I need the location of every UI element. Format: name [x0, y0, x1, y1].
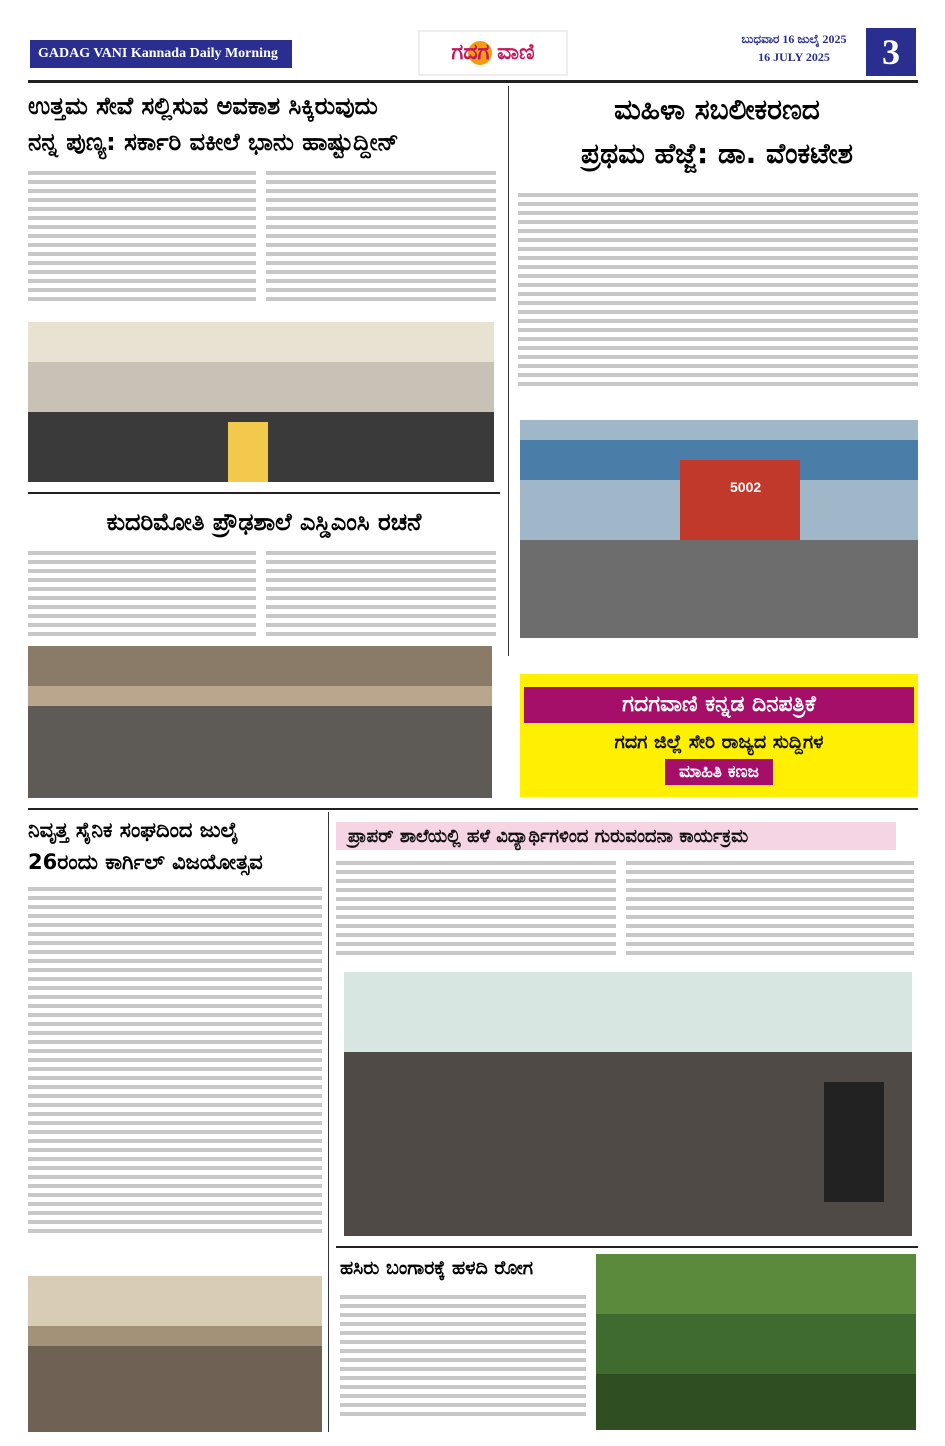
article2-headline: [516, 88, 918, 176]
article1-body-col1: [28, 166, 256, 316]
article6-photo: [596, 1254, 916, 1430]
article2-headline-line2: ಪ್ರಥಮ ಹೆಜ್ಜೆ: ಡಾ. ವೆಂಕಟೇಶ: [580, 137, 854, 170]
school-committee-photo: [28, 646, 492, 798]
promo-line2: ಗದಗ ಜಿಲ್ಲೆ ಸೇರಿ ರಾಜ್ಯದ ಸುದ್ದಿಗಳ: [614, 730, 824, 753]
article5-headline: ಪ್ರಾಪರ್ ಶಾಲೆಯಲ್ಲಿ ಹಳೆ ವಿದ್ಯಾರ್ಥಿಗಳಿಂದ ಗುರುವಂದನಾ ಕಾರ್ಯಕ್ರಮ: [348, 825, 749, 847]
date-english: 16 JULY 2025: [758, 50, 830, 64]
article6-headline: ಹಸಿರು ಬಂಗಾರಕ್ಕೆ ಹಳದಿ ರೋಗ: [340, 1257, 534, 1279]
article2-headline-line1: ಮಹಿಳಾ ಸಬಲೀಕರಣದ: [614, 93, 820, 126]
veterans-meeting-photo: [28, 1276, 322, 1432]
article3-photo: [28, 646, 492, 798]
masthead-logo: [418, 30, 568, 76]
paper-name-bar: [30, 40, 292, 68]
section-rule: [28, 492, 500, 494]
promo-box: [520, 674, 918, 797]
article4-photo: [28, 1276, 322, 1432]
crop-field-photo: [596, 1254, 916, 1430]
column-divider-lower: [328, 812, 329, 1432]
article4-body: [28, 882, 322, 1268]
promo-line3: ಮಾಹಿತಿ ಕಣಜ: [665, 759, 773, 785]
promo-line1: ಗದಗವಾಣಿ ಕನ್ನಡ ದಿನಪತ್ರಿಕೆ: [524, 687, 914, 723]
article4-headline-line1: ನಿವೃತ್ತ ಸೈನಿಕ ಸಂಘದಿಂದ ಜುಲೈ: [28, 818, 239, 842]
article6-body: [340, 1290, 586, 1426]
article4-headline: [28, 814, 324, 878]
section-rule-bottom: [336, 1246, 918, 1248]
article1-photo: [28, 322, 494, 482]
article5-body-col1: [336, 856, 616, 964]
article3-headline: ಕುದರಿಮೋತಿ ಪ್ರೌಢಶಾಲೆ ಎಸ್ಡಿಎಂಸಿ ರಚನೆ: [106, 508, 422, 536]
article1-headline-line1: ಉತ್ತಮ ಸೇವೆ ಸಲ್ಲಿಸುವ ಅವಕಾಶ ಸಿಕ್ಕಿರುವುದು: [28, 92, 378, 120]
date-kannada: ಬುಧವಾರ 16 ಜುಲೈ 2025: [741, 32, 847, 46]
page-number: 3: [866, 28, 916, 76]
article3-body-col1: [28, 546, 256, 646]
article5-body-col2: [626, 856, 914, 964]
article4-headline-line2: 26ರಂದು ಕಾರ್ಗಿಲ್ ವಿಜಯೋತ್ಸವ: [28, 850, 263, 874]
article5-photo: [344, 972, 912, 1236]
masthead-rule: [28, 80, 918, 83]
article1-body-col2: [266, 166, 496, 316]
date-box: [728, 30, 860, 70]
section-rule-lower: [28, 808, 918, 810]
article1-headline-line2: ನನ್ನ ಪುಣ್ಯ: ಸರ್ಕಾರಿ ವಕೀಲೆ ಭಾನು ಹಾಷ್ಟುದ್ದೀನ್: [28, 128, 399, 156]
column-divider: [508, 86, 509, 656]
article1-headline: [28, 88, 500, 160]
article2-photo: [520, 420, 918, 638]
article3-body-col2: [266, 546, 496, 646]
group-photo-advocates: [28, 322, 494, 482]
paper-name: GADAG VANI Kannada Daily Morning: [38, 46, 278, 61]
article2-body: [518, 188, 918, 410]
bus-stand-photo: [520, 420, 918, 638]
logo-text: ಗದಗ ವಾಣಿ: [451, 40, 535, 65]
bus-number: 5002: [730, 479, 762, 495]
article5-banner: [336, 822, 896, 850]
alumni-group-photo: [344, 972, 912, 1236]
